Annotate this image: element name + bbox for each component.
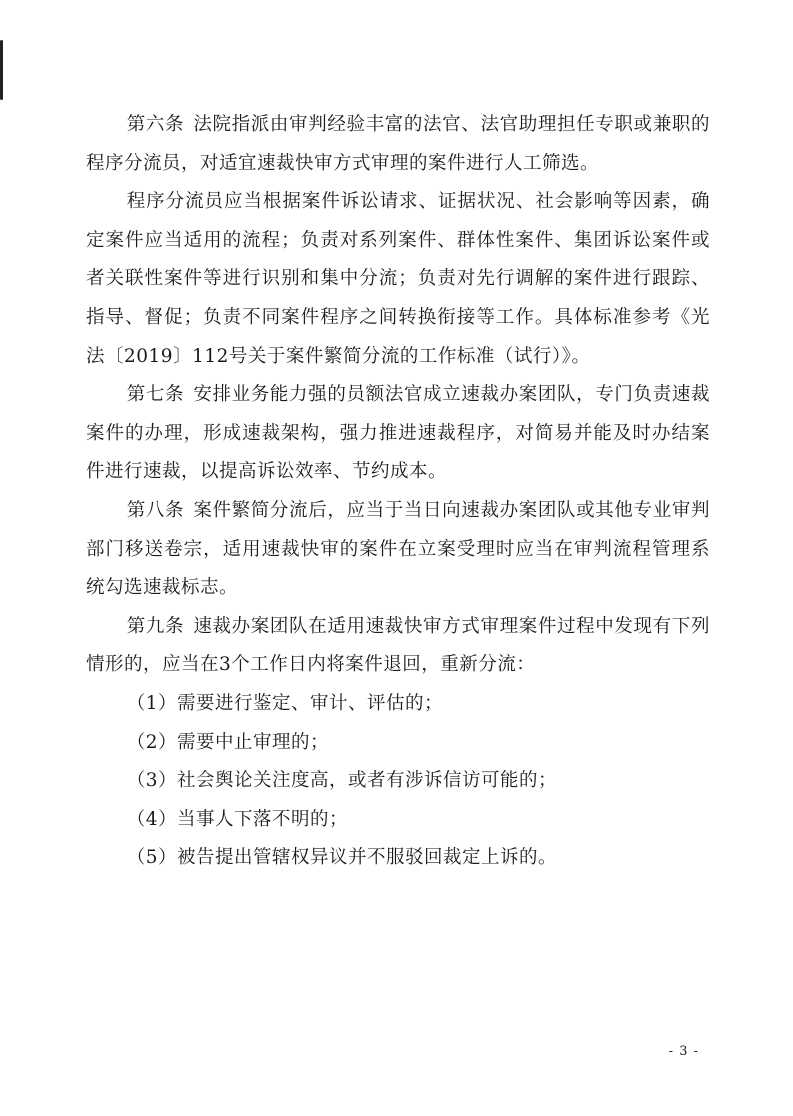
document-body — [86, 106, 710, 878]
article-text: 安排业务能力强的员额法官成立速裁办案团队，专门负责速裁案件的办理，形成速裁架构，强力推进速裁程序，对简易并能及时办结案件进行速裁，以提高诉讼效率、节约成本。 — [86, 384, 710, 483]
article-9 — [86, 608, 710, 685]
article-8 — [86, 492, 710, 608]
list-item: （4）当事人下落不明的； — [126, 808, 348, 830]
article-text: 速裁办案团队在适用速裁快审方式审理案件过程中发现有下列情形的，应当在3个工作日内将案件退回，重新分流： — [86, 615, 710, 676]
article-text: 程序分流员应当根据案件诉讼请求、证据状况、社会影响等因素，确定案件应当适用的流程；负责对系列案件、群体性案件、集团诉讼案件或者关联性案件等进行识别和集中分流；负责对先行调解的案件进行跟踪、指导、督促；负责不同案件程序之间转换衔接等工作。具体标准参考《光法〔2019〕112号关于案件繁简分流的工作标准（试行）》。 — [86, 191, 710, 367]
page-number: - 3 - — [668, 1044, 699, 1059]
article-text: 法院指派由审判经验丰富的法官、法官助理担任专职或兼职的程序分流员，对适宜速裁快审方式审理的案件进行人工筛选。 — [86, 114, 710, 174]
article-number: 第六条 — [126, 114, 185, 135]
list-item: （2）需要中止审理的； — [126, 731, 329, 753]
scan-edge-mark — [0, 40, 3, 100]
list-item: （1）需要进行鉴定、审计、评估的； — [126, 692, 443, 714]
list-item: （5）被告提出管辖权异议并不服驳回裁定上诉的。 — [126, 847, 557, 869]
article-number: 第七条 — [126, 384, 185, 406]
article-number: 第八条 — [126, 499, 185, 521]
article-text: 案件繁简分流后，应当于当日向速裁办案团队或其他专业审判部门移送卷宗，适用速裁快审的案件在立案受理时应当在审判流程管理系统勾选速裁标志。 — [86, 499, 710, 599]
article-7 — [86, 376, 710, 492]
list-item: （3）社会舆论关注度高，或者有涉诉信访可能的； — [126, 770, 557, 792]
article-number: 第九条 — [126, 615, 185, 637]
article-6 — [86, 106, 710, 183]
article-6-paragraph-2 — [86, 183, 710, 376]
